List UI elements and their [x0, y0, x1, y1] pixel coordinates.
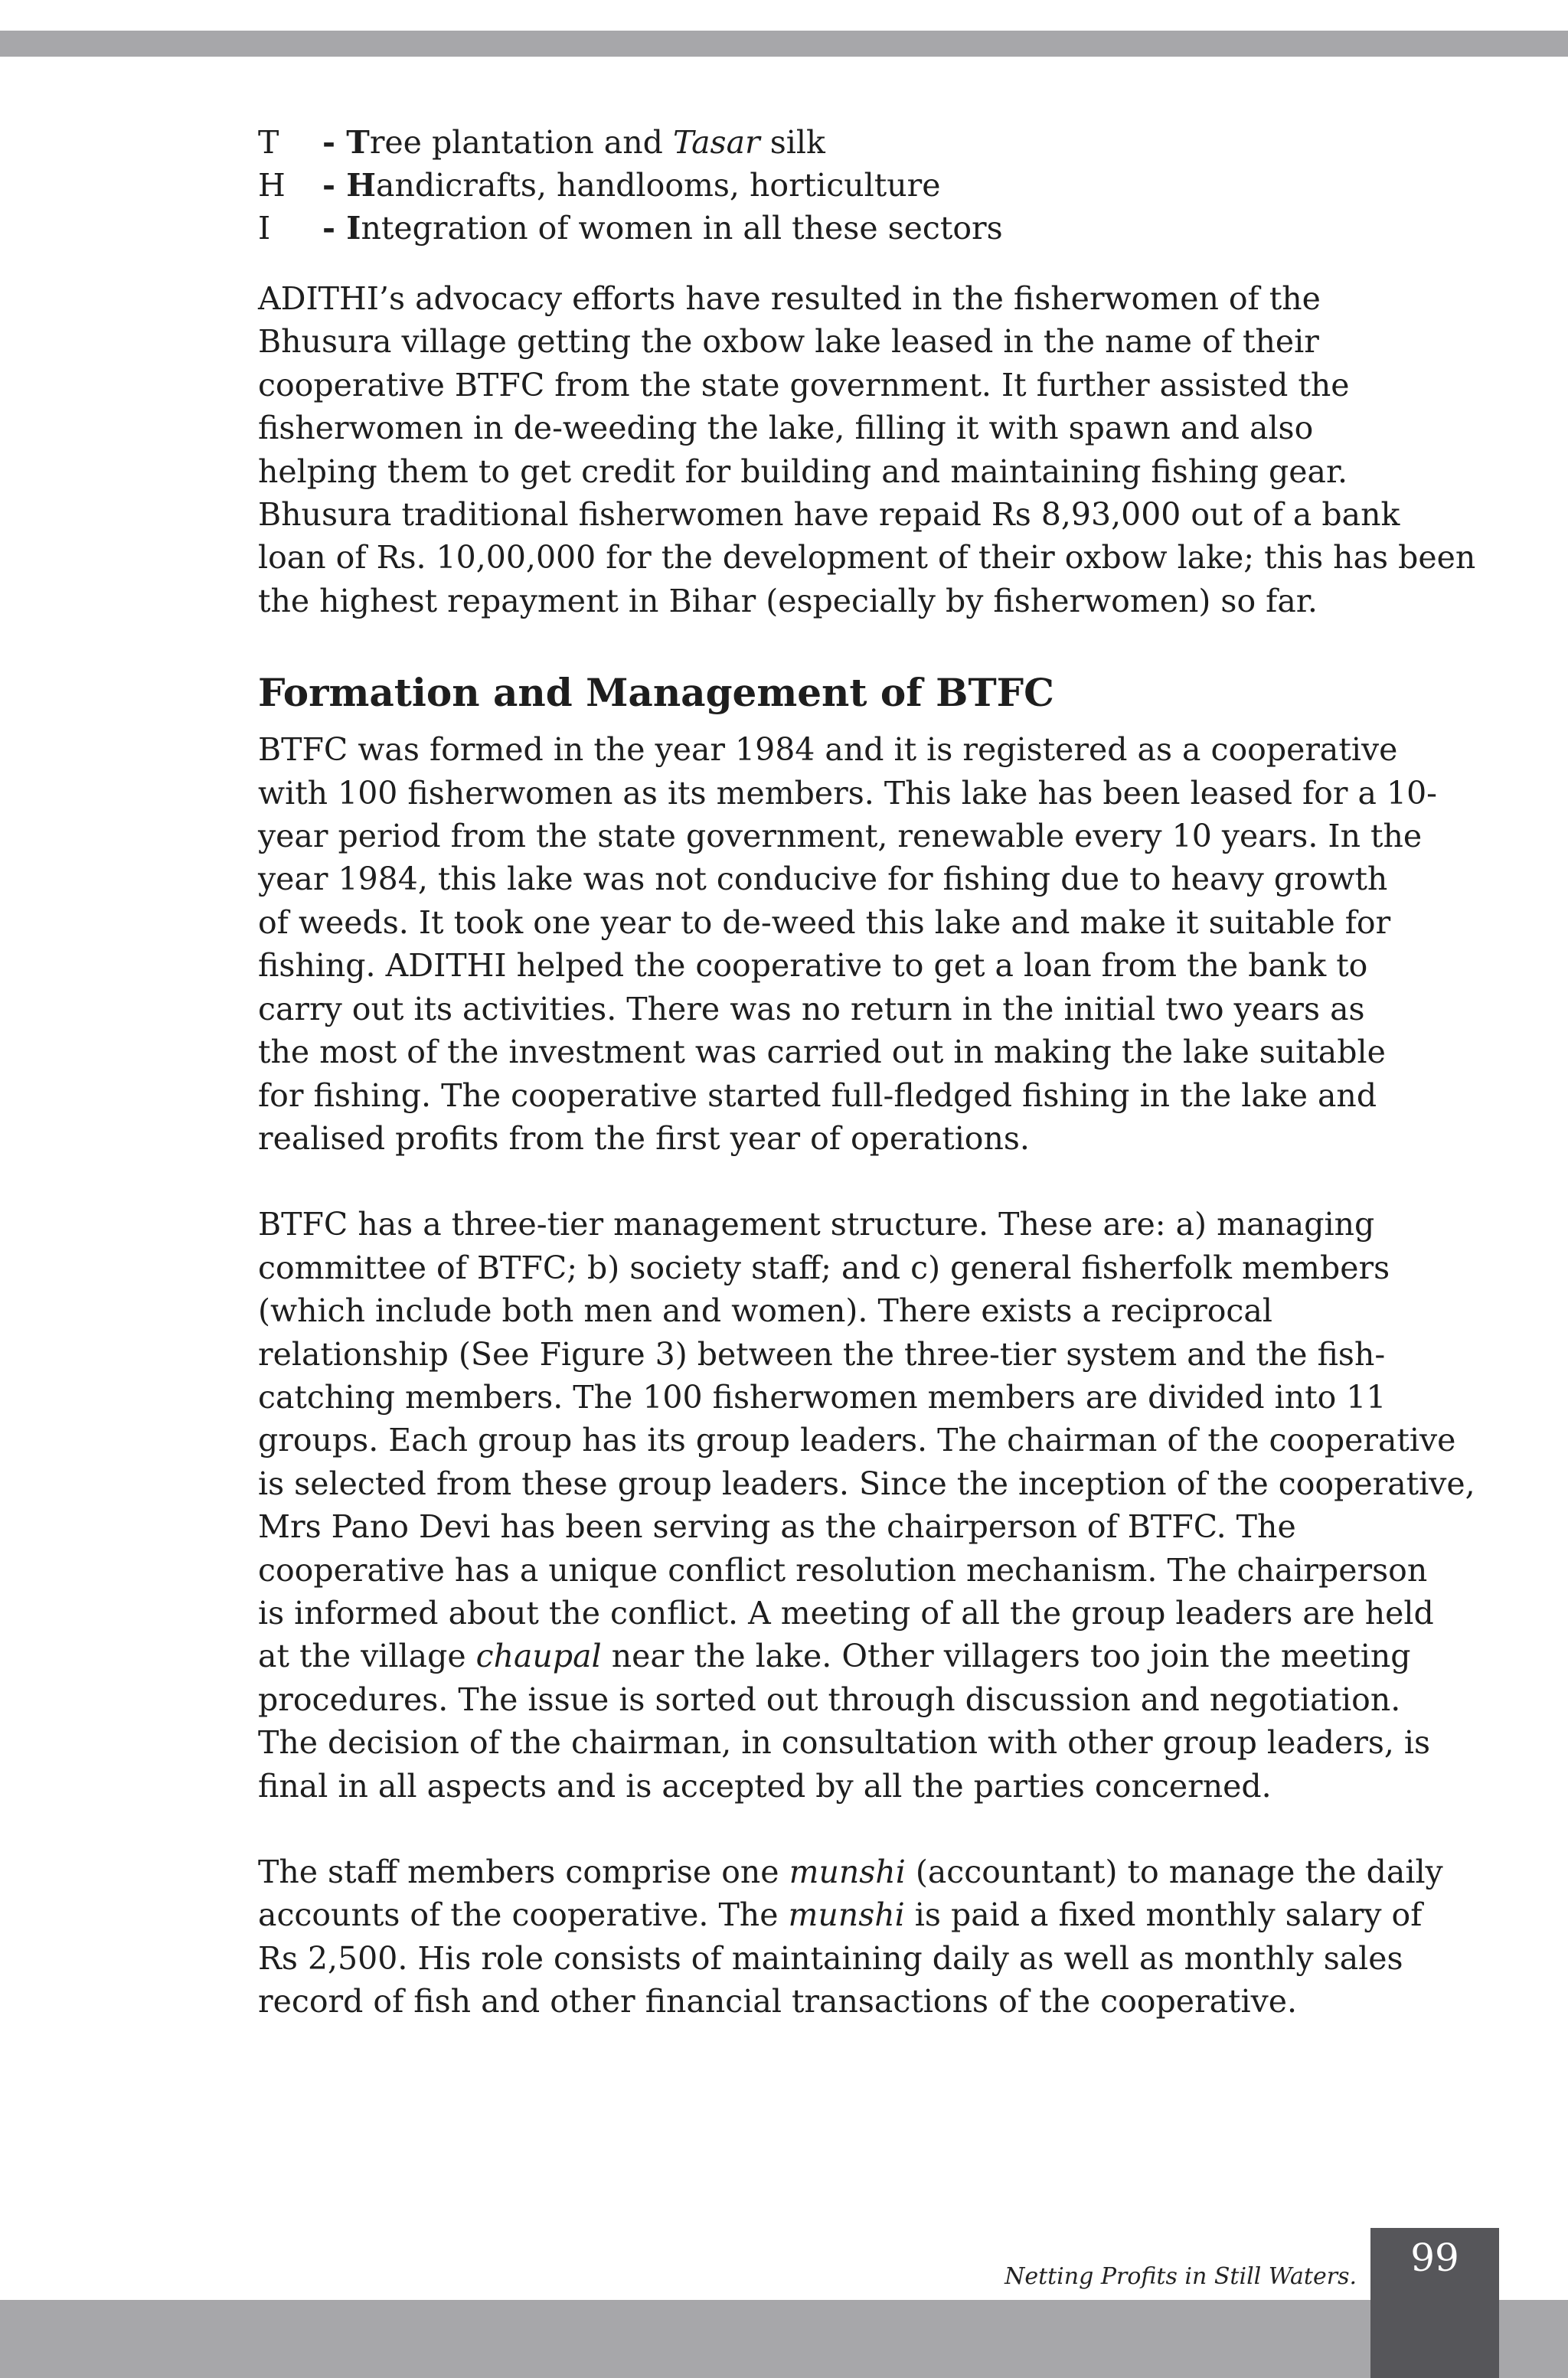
text-segment: at the village	[258, 1638, 476, 1675]
acronym-initial: H	[346, 167, 377, 204]
text-line: ADITHI’s advocacy efforts have resulted in the fisherwomen of the	[258, 280, 1321, 317]
text-line: carry out its activities. There was no return in the initial two years as	[258, 990, 1365, 1027]
section-heading: Formation and Management of BTFC	[258, 670, 1054, 716]
acronym-letter: I	[258, 210, 271, 247]
text-line: committee of BTFC; b) society staff; and c) general fisherfolk members	[258, 1249, 1390, 1286]
italic-term-munshi: munshi	[788, 1896, 905, 1934]
acronym-text: ree plantation and	[369, 124, 673, 161]
text-line: fishing. ADITHI helped the cooperative to get a loan from the bank to	[258, 947, 1368, 985]
text-line: (which include both men and women). There exists a reciprocal	[258, 1292, 1272, 1330]
bottom-band	[0, 2300, 1568, 2378]
acronym-list	[258, 121, 1452, 250]
italic-term-chaupal: chaupal	[475, 1638, 602, 1675]
text-line: fisherwomen in de-weeding the lake, filling it with spawn and also	[258, 410, 1314, 447]
text-line: of weeds. It took one year to de-weed this lake and make it suitable for	[258, 903, 1391, 941]
text-line: BTFC has a three-tier management structure. These are: a) managing	[258, 1206, 1375, 1243]
acronym-initial: T	[346, 124, 370, 161]
text-segment: The staff members comprise one	[258, 1854, 789, 1890]
italic-term-munshi: munshi	[789, 1854, 906, 1890]
page-content	[258, 121, 1476, 2066]
text-segment: accounts of the cooperative. The	[258, 1896, 789, 1934]
footer-book-title: Netting Profits in Still Waters.	[1004, 2263, 1357, 2290]
acronym-text: ntegration of women in all these sectors	[361, 210, 1003, 247]
text-line: helping them to get credit for building and maintaining fishing gear.	[258, 452, 1348, 490]
text-line: the highest repayment in Bihar (especially by fisherwomen) so far.	[258, 582, 1318, 619]
acronym-row-i	[258, 207, 1452, 250]
text-line: catching members. The 100 fisherwomen members are divided into 11	[258, 1378, 1387, 1416]
text-line: loan of Rs. 10,00,000 for the development of their oxbow lake; this has been	[258, 539, 1476, 577]
text-line: cooperative has a unique conflict resolution mechanism. The chairperson	[258, 1551, 1428, 1589]
text-line: record of fish and other financial transactions of the cooperative.	[258, 1983, 1298, 2020]
text-line: groups. Each group has its group leaders. The chairman of the cooperative	[258, 1422, 1456, 1459]
acronym-dash: -	[322, 167, 347, 204]
text-line: Rs 2,500. His role consists of maintaining daily as well as monthly sales	[258, 1939, 1403, 1977]
text-line: final in all aspects and is accepted by all the parties concerned.	[258, 1767, 1272, 1805]
text-line: is informed about the conflict. A meeting of all the group leaders are held	[258, 1594, 1434, 1632]
text-segment: is paid a fixed monthly salary of	[904, 1896, 1423, 1934]
text-line: relationship (See Figure 3) between the three-tier system and the fish-	[258, 1335, 1386, 1373]
acronym-dash: -	[322, 210, 347, 247]
text-segment: near the lake. Other villagers too join the meeting	[601, 1638, 1411, 1675]
acronym-dash: -	[322, 124, 347, 161]
page-number: 99	[1410, 2236, 1459, 2280]
acronym-initial: I	[346, 210, 361, 247]
text-segment: (accountant) to manage the daily	[905, 1854, 1443, 1890]
text-line-munshi-1	[258, 1850, 1452, 1893]
text-line: year period from the state government, renewable every 10 years. In the	[258, 818, 1423, 855]
text-line: Mrs Pano Devi has been serving as the chairperson of BTFC. The	[258, 1508, 1296, 1546]
paragraph-formation	[258, 728, 1452, 1160]
text-line: cooperative BTFC from the state government. It further assisted the	[258, 366, 1350, 403]
text-line-munshi-2	[258, 1893, 1452, 1936]
acronym-text: andicrafts, handlooms, horticulture	[376, 167, 941, 204]
text-line: the most of the investment was carried out in making the lake suitable	[258, 1034, 1386, 1071]
acronym-row-h	[258, 164, 1452, 207]
text-line: Bhusura village getting the oxbow lake leased in the name of their	[258, 323, 1319, 361]
text-line: procedures. The issue is sorted out through discussion and negotiation.	[258, 1681, 1401, 1718]
text-line: The decision of the chairman, in consultation with other group leaders, is	[258, 1724, 1431, 1762]
acronym-row-t	[258, 121, 1452, 164]
text-line: for fishing. The cooperative started full-fledged fishing in the lake and	[258, 1076, 1377, 1114]
paragraph-staff	[258, 1850, 1452, 2024]
text-line: with 100 fisherwomen as its members. This lake has been leased for a 10-	[258, 774, 1438, 812]
text-line: year 1984, this lake was not conducive for fishing due to heavy growth	[258, 861, 1388, 898]
acronym-letter: T	[258, 124, 279, 161]
acronym-italic-term: Tasar	[672, 124, 760, 161]
acronym-letter: H	[258, 167, 286, 204]
text-line: realised profits from the first year of operations.	[258, 1119, 1030, 1157]
text-line: BTFC was formed in the year 1984 and it is registered as a cooperative	[258, 731, 1398, 769]
text-line: is selected from these group leaders. Since the inception of the cooperative,	[258, 1465, 1475, 1502]
text-line: Bhusura traditional fisherwomen have repaid Rs 8,93,000 out of a bank	[258, 496, 1400, 534]
text-line-chaupal	[258, 1635, 1452, 1677]
top-band	[0, 31, 1568, 57]
acronym-text-end: silk	[760, 124, 825, 161]
paragraph-management-structure	[258, 1203, 1475, 1808]
paragraph-advocacy	[258, 277, 1476, 622]
